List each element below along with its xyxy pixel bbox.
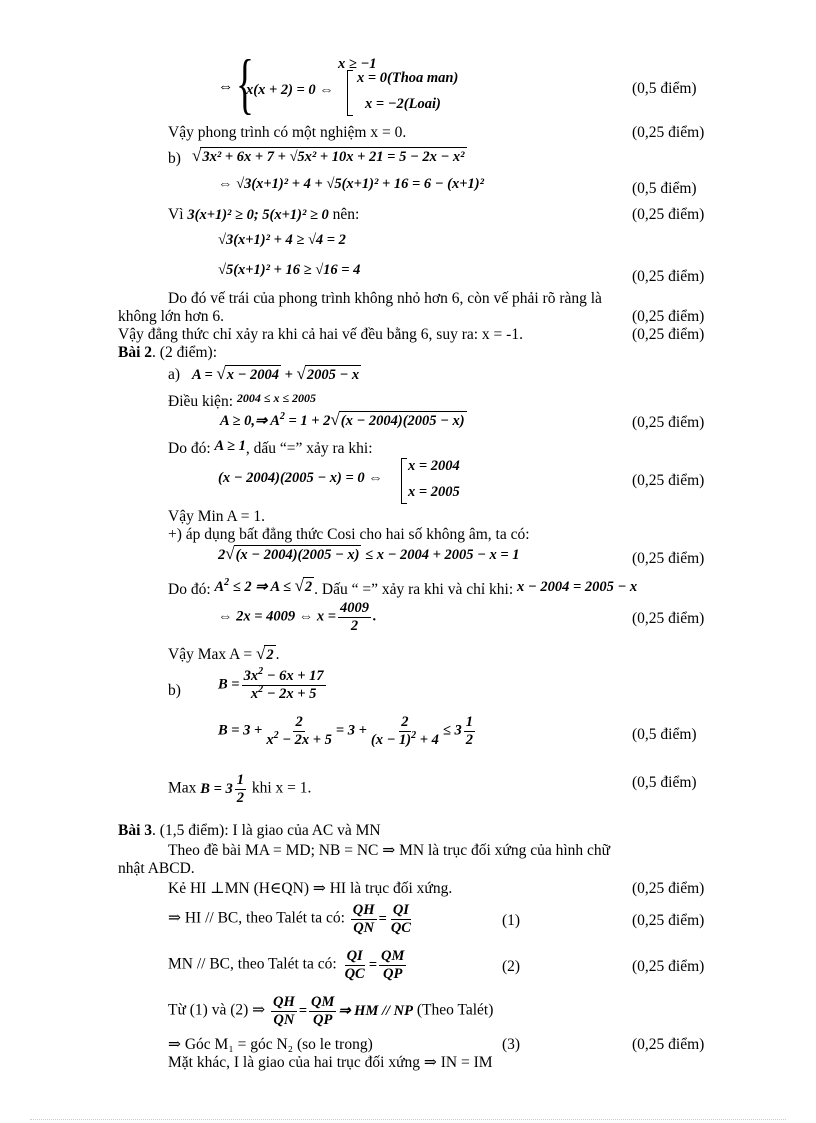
expression-b-bound: B = 3 + $\frac{2}{x^2 - 2x + 5}$ = 3 + $\frac{2}{(x - 1)^2 + 4}$ ≤ 3 $\frac{1}{2}$	[218, 714, 473, 748]
max-result: Vậy Max A = √ 2 .	[168, 644, 279, 664]
because-text: Vì 3(x+1)² ≥ 0; 5(x+1)² ≥ 0 nên:	[168, 206, 360, 223]
points-label: (0,5 điểm)	[632, 774, 697, 791]
section-heading-bai2: Bài 2. (2 điểm):	[118, 344, 218, 361]
conclusion-text: Vậy phong trình có một nghiệm x = 0.	[168, 124, 407, 141]
inequality-1: √3(x+1)² + 4 ≥ √4 = 2	[218, 232, 346, 248]
points-label: (0,25 điểm)	[632, 880, 705, 897]
points-label: (0,5 điểm)	[632, 80, 697, 97]
points-label: (0,25 điểm)	[632, 124, 705, 141]
section-heading-bai3: Bài 3. (1,5 điểm): I là giao của AC và MN	[118, 822, 381, 839]
inequality-2: √5(x+1)² + 16 ≥ √16 = 4	[218, 262, 361, 278]
min-result: Vậy Min A = 1.	[168, 508, 266, 525]
points-label: (0,25 điểm)	[632, 206, 705, 223]
case-bracket	[347, 70, 353, 116]
points-label: (0,25 điểm)	[632, 268, 705, 285]
condition-line: x ≥ −1	[338, 56, 377, 72]
part-label: b)	[168, 150, 181, 167]
case-2005: x = 2005	[408, 484, 460, 500]
equation-number: (3)	[502, 1036, 521, 1053]
symmetry-step: Mặt khác, I là giao của hai trục đối xứng ⇒ IN = IM	[168, 1054, 493, 1071]
points-label: (0,25 điểm)	[632, 1036, 705, 1053]
points-label: (0,25 điểm)	[632, 958, 705, 975]
equality-condition: (x − 2004)(2005 − x) = 0 ⇔	[218, 470, 383, 486]
combine-step: Từ (1) và (2) ⇒ $\frac{QH}{QN}$ = $\frac{QM}{QP}$ ⇒ HM // NP (Theo Talét)	[168, 994, 494, 1028]
part-label: b)	[168, 682, 181, 699]
thales-step-2: MN // BC, theo Talét ta có: $\frac{QI}{QC}$ = $\frac{QM}{QP}$	[168, 948, 405, 982]
solve-x: ⇔ 2x = 4009 ⇔ x = $\frac{4009}{2}$ .	[218, 600, 377, 634]
equation-number: (1)	[502, 912, 521, 929]
conclusion-text: Vậy đẳng thức chỉ xảy ra khi cả hai vế đều bằng 6, suy ra: x = -1.	[118, 326, 523, 343]
expression-a: A = √ x − 2004 + √ 2005 − x	[192, 364, 361, 384]
equation-line: x(x + 2) = 0 ⇔	[246, 82, 334, 98]
problem-statement: Theo đề bài MA = MD; NB = NC ⇒ MN là trục đối xứng của hình chữ	[168, 842, 611, 859]
system-brace: {	[236, 45, 254, 121]
squared-expression: A ≥ 0,⇒ $A^2 = 1 + 2√$ (x − 2004)(2005 − x)	[220, 410, 467, 430]
therefore-text: Do đó: A ≥ 1, dấu “=” xảy ra khi:	[168, 438, 373, 457]
therefore-text: Do đó: $A^2 \le 2$ ⇒ A ≤ √ 2 . Dấu “ =” xảy ra khi và chỉ khi: x − 2004 = 2005 − x	[168, 576, 637, 599]
case-bracket	[401, 458, 407, 504]
points-label: (0,25 điểm)	[632, 472, 705, 489]
condition-text: Điều kiện: $^{2004 \le x \le 2005}$	[168, 391, 317, 410]
cosi-text: +) áp dụng bất đẳng thức Cosi cho hai số không âm, ta có:	[168, 526, 530, 543]
points-label: (0,25 điểm)	[632, 414, 705, 431]
problem-statement-cont: nhật ABCD.	[118, 860, 195, 877]
page-bottom-rule	[30, 1119, 786, 1120]
equation-number: (2)	[502, 958, 521, 975]
points-label: (0,25 điểm)	[632, 550, 705, 567]
equiv-symbol: ⇔	[218, 78, 234, 95]
case-2004: x = 2004	[408, 458, 460, 474]
expression-b: B = $\frac{3x^2 - 6x + 17}{x^2 - 2x + 5}$	[218, 666, 324, 702]
case-rejected: x = −2(Loai)	[365, 96, 441, 112]
equation-b: √ 3x² + 6x + 7 + √5x² + 10x + 21 = 5 − 2x − x²	[192, 146, 467, 166]
thales-step-1: ⇒ HI // BC, theo Talét ta có: $\frac{QH}{QN}$ = $\frac{QI}{QC}$	[168, 902, 411, 936]
cosi-inequality: 2√ (x − 2004)(2005 − x) ≤ x − 2004 + 2005 − x = 1	[218, 544, 520, 564]
points-label: (0,5 điểm)	[632, 180, 697, 197]
equation-b-transformed: ⇔ √3(x+1)² + 4 + √5(x+1)² + 16 = 6 − (x+1)²	[218, 176, 484, 192]
case-accepted: x = 0(Thoa man)	[357, 70, 459, 86]
angle-step: ⇒ Góc M₁ = góc N₂ (so le trong)	[168, 1036, 373, 1053]
part-label: a)	[168, 366, 181, 383]
points-label: (0,25 điểm)	[632, 912, 705, 929]
construction-step: Kẻ HI ⊥MN (H∈QN) ⇒ HI là trục đối xứng.	[168, 880, 453, 897]
reasoning-text: Do đó vế trái của phong trình không nhỏ hơn 6, còn vế phải rõ ràng là	[168, 290, 602, 307]
reasoning-text-cont: không lớn hơn 6.	[118, 308, 224, 325]
max-b-result: Max B = 3 $\frac{1}{2}$ khi x = 1.	[168, 772, 312, 806]
points-label: (0,25 điểm)	[632, 326, 705, 343]
points-label: (0,25 điểm)	[632, 308, 705, 325]
points-label: (0,5 điểm)	[632, 726, 697, 743]
points-label: (0,25 điểm)	[632, 610, 705, 627]
